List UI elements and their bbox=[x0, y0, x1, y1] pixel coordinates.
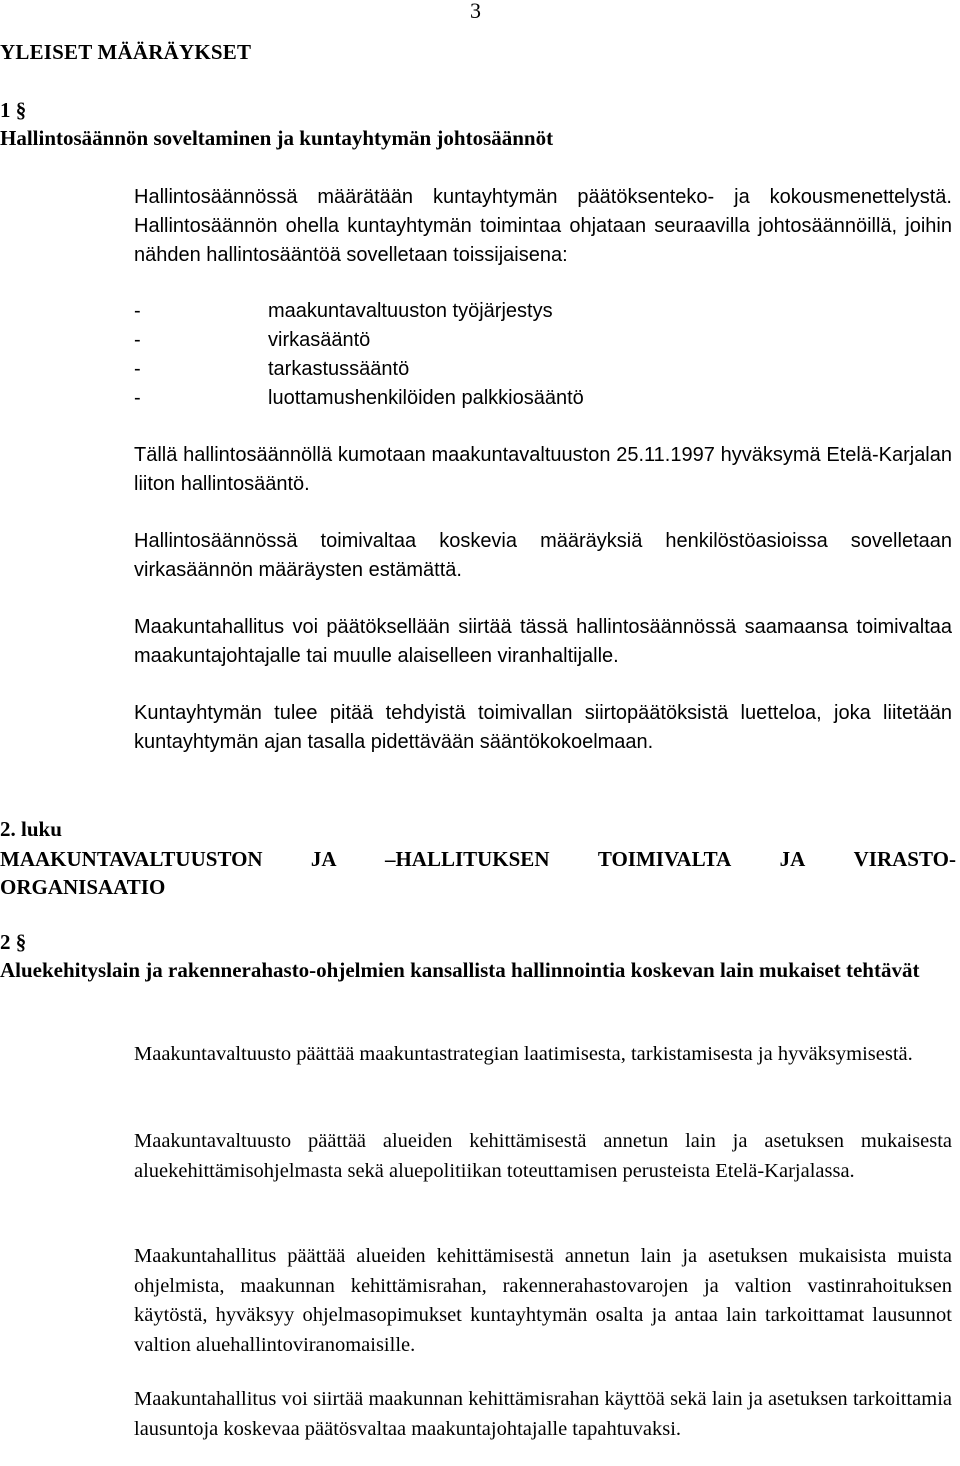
section-2-paragraph: Maakuntavaltuusto päättää alueiden kehittämisestä annetun lain ja asetuksen mukaisesta aluekehittämisohjelmasta sekä aluepolitiikan toteuttamisen perusteista Etelä-Karjalassa. bbox=[134, 1130, 952, 1182]
chapter-2-title-line2: ORGANISAATIO bbox=[0, 875, 166, 899]
chapter-title-word: VIRASTO- bbox=[853, 847, 956, 871]
chapter-2-label: 2. luku bbox=[0, 817, 62, 841]
list-dash: - bbox=[134, 358, 141, 380]
chapter-2-title-line1 bbox=[0, 845, 956, 873]
section-2-paragraph: Maakuntavaltuusto päättää maakuntastrategian laatimisesta, tarkistamisesta ja hyväksymisestä. bbox=[134, 1043, 913, 1065]
section-1-intro: Hallintosäännössä määrätään kuntayhtymän päätöksenteko- ja kokousmenettelystä. Hallintosäännön ohella kuntayhtymän toimintaa ohjataan seuraavilla johtosäännöillä, joihin nähden hallintosääntöä sovelletaan toissijaisena: bbox=[134, 186, 952, 266]
section-1-paragraph: Tällä hallintosäännöllä kumotaan maakuntavaltuuston 25.11.1997 hyväksymä Etelä-Karjalan liiton hallintosääntö. bbox=[134, 444, 952, 495]
list-item bbox=[134, 355, 834, 384]
list-item-text: virkasääntö bbox=[268, 329, 371, 351]
main-heading: YLEISET MÄÄRÄYKSET bbox=[0, 40, 252, 64]
section-2-number: 2 § bbox=[0, 930, 27, 954]
list-dash: - bbox=[134, 300, 141, 322]
chapter-title-word: –HALLITUKSEN bbox=[384, 847, 550, 871]
list-item bbox=[134, 297, 834, 326]
chapter-title-word: JA bbox=[779, 847, 806, 871]
section-2-paragraph: Maakuntahallitus päättää alueiden kehittämisestä annetun lain ja asetuksen mukaisista muista ohjelmista, maakunnan kehittämisrahan, rakennerahastovarojen ja valtion vastinrahoituksen käytöstä, hyväksyy ohjelmasopimukset kuntayhtymän osalta ja antaa lain tarkoittamat lausunnot valtion aluehallintoviranomaisille. bbox=[134, 1245, 952, 1356]
section-1-number: 1 § bbox=[0, 98, 27, 122]
list-item-text: luottamushenkilöiden palkkiosääntö bbox=[268, 387, 584, 409]
chapter-title-word: MAAKUNTAVALTUUSTON bbox=[0, 847, 263, 871]
list-dash: - bbox=[134, 387, 141, 409]
chapter-title-word: TOIMIVALTA bbox=[597, 847, 732, 871]
section-2-paragraph: Maakuntahallitus voi siirtää maakunnan kehittämisrahan käyttöä sekä lain ja asetuksen tarkoittamia lausuntoja koskevaa päätösvaltaa maakuntajohtajalle tapahtuvaksi. bbox=[134, 1388, 952, 1440]
chapter-title-word: JA bbox=[310, 847, 337, 871]
section-1-paragraph: Hallintosäännössä toimivaltaa koskevia määräyksiä henkilöstöasioissa sovelletaan virkasäännön määräysten estämättä. bbox=[134, 530, 952, 581]
list-item bbox=[134, 384, 834, 413]
list-dash: - bbox=[134, 329, 141, 351]
section-1-paragraph: Maakuntahallitus voi päätöksellään siirtää tässä hallintosäännössä saamaansa toimivaltaa maakuntajohtajalle tai muulle alaiselleen viranhaltijalle. bbox=[134, 616, 952, 667]
section-2-title: Aluekehityslain ja rakennerahasto-ohjelmien kansallista hallinnointia koskevan lain mukaiset tehtävät bbox=[0, 958, 920, 982]
page-number: 3 bbox=[470, 0, 481, 23]
list-item bbox=[134, 326, 834, 355]
list-item-text: maakuntavaltuuston työjärjestys bbox=[268, 300, 553, 322]
chapter-2-title bbox=[0, 845, 956, 901]
section-1-paragraph: Kuntayhtymän tulee pitää tehdyistä toimivallan siirtopäätöksistä luetteloa, joka liitetään kuntayhtymän ajan tasalla pidettävään sääntökokoelmaan. bbox=[134, 702, 952, 753]
section-1-title: Hallintosäännön soveltaminen ja kuntayhtymän johtosäännöt bbox=[0, 126, 554, 150]
list-item-text: tarkastussääntö bbox=[268, 358, 410, 380]
johtosaannot-list bbox=[134, 297, 834, 413]
